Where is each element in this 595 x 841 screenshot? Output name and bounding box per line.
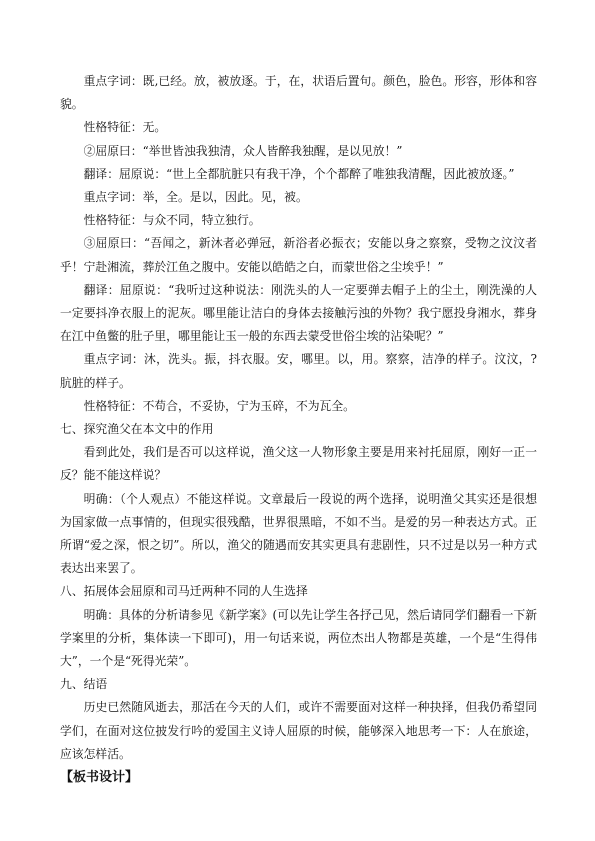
character-trait-3: 性格特征：不苟合，不妥协，宁为玉碎，不为瓦全。 — [83, 398, 355, 413]
answer-paragraph: 明确：（个人观点）不能这样说。文章最后一段说的两个选择，说明渔父其实还是很想为国家做一点事情的，但现实很残酷，世界很黑暗，不如不当。是爱的另一种表达方式。正所谓“爱之深，恨之切”。所以，渔父的随遇而安其实更具有悲剧性，只不过是以另一种方式表达出来罢了。 — [60, 491, 537, 576]
translation-paragraph-3: 翻译：屈原说：“我听过这种说法：刚洗头的人一定要弹去帽子上的尘土，刚洗澡的人一定要抖净衣服上的泥灰。哪里能让洁白的身体去接触污浊的外物？我宁愿投身湘水，葬身在江中鱼鳖的肚子里，哪里能让玉一般的东西去蒙受世俗尘埃的沾染呢？” — [60, 282, 537, 344]
quote-paragraph-2: ②屈原曰：“举世皆浊我独清，众人皆醉我独醒，是以见放！” — [83, 143, 403, 158]
comparison-paragraph: 明确：具体的分析请参见《新学案》(可以先让学生各抒己见，然后请同学们翻看一下新学案里的分析，集体读一下即可)，用一句话来说，两位杰出人物都是英雄，一个是“生得伟大”，一个是“死得光荣”。 — [60, 607, 537, 669]
key-words-paragraph-1: 重点字词：既,已经。放，被放逐。于，在，状语后置句。颜色，脸色。形容，形体和容貌。 — [60, 74, 537, 112]
conclusion-paragraph: 历史已然随风逝去，那活在今天的人们，或许不需要面对这样一种抉择，但我仍希望同学们，在面对这位披发行吟的爱国主义诗人屈原的时候，能够深入地思考一下：人在旅途，应该怎样活。 — [60, 700, 537, 761]
section-heading-8: 八、拓展体会屈原和司马迁两种不同的人生选择 — [60, 584, 308, 599]
quote-paragraph-3: ③屈原曰：“吾闻之，新沐者必弹冠，新浴者必振衣；安能以身之察察，受物之汶汶者乎！宁赴湘流，葬於江鱼之腹中。安能以皓皓之白，而蒙世俗之尘埃乎！” — [60, 236, 537, 274]
document-content — [60, 70, 537, 789]
board-design-heading: 【板书设计】 — [60, 770, 139, 786]
section-heading-7: 七、探究渔父在本文中的作用 — [60, 422, 214, 437]
key-words-paragraph-2: 重点字词：举，全。是以，因此。见，被。 — [83, 190, 308, 205]
translation-paragraph-2: 翻译：屈原说：“世上全都肮脏只有我干净，个个都醉了唯独我清醒，因此被放逐。” — [83, 166, 515, 181]
character-trait-1: 性格特征：无。 — [83, 120, 167, 135]
key-words-paragraph-3: 重点字词：沐，洗头。振，抖衣服。安，哪里。以，用。察察，洁净的样子。汶汶，?肮脏的样子。 — [60, 352, 537, 390]
section-heading-9: 九、结语 — [60, 677, 108, 692]
character-trait-2: 性格特征：与众不同，特立独行。 — [83, 213, 261, 228]
question-paragraph: 看到此处，我们是否可以这样说，渔父这一人物形象主要是用来衬托屈原，刚好一正一反？能不能这样说？ — [60, 445, 537, 483]
